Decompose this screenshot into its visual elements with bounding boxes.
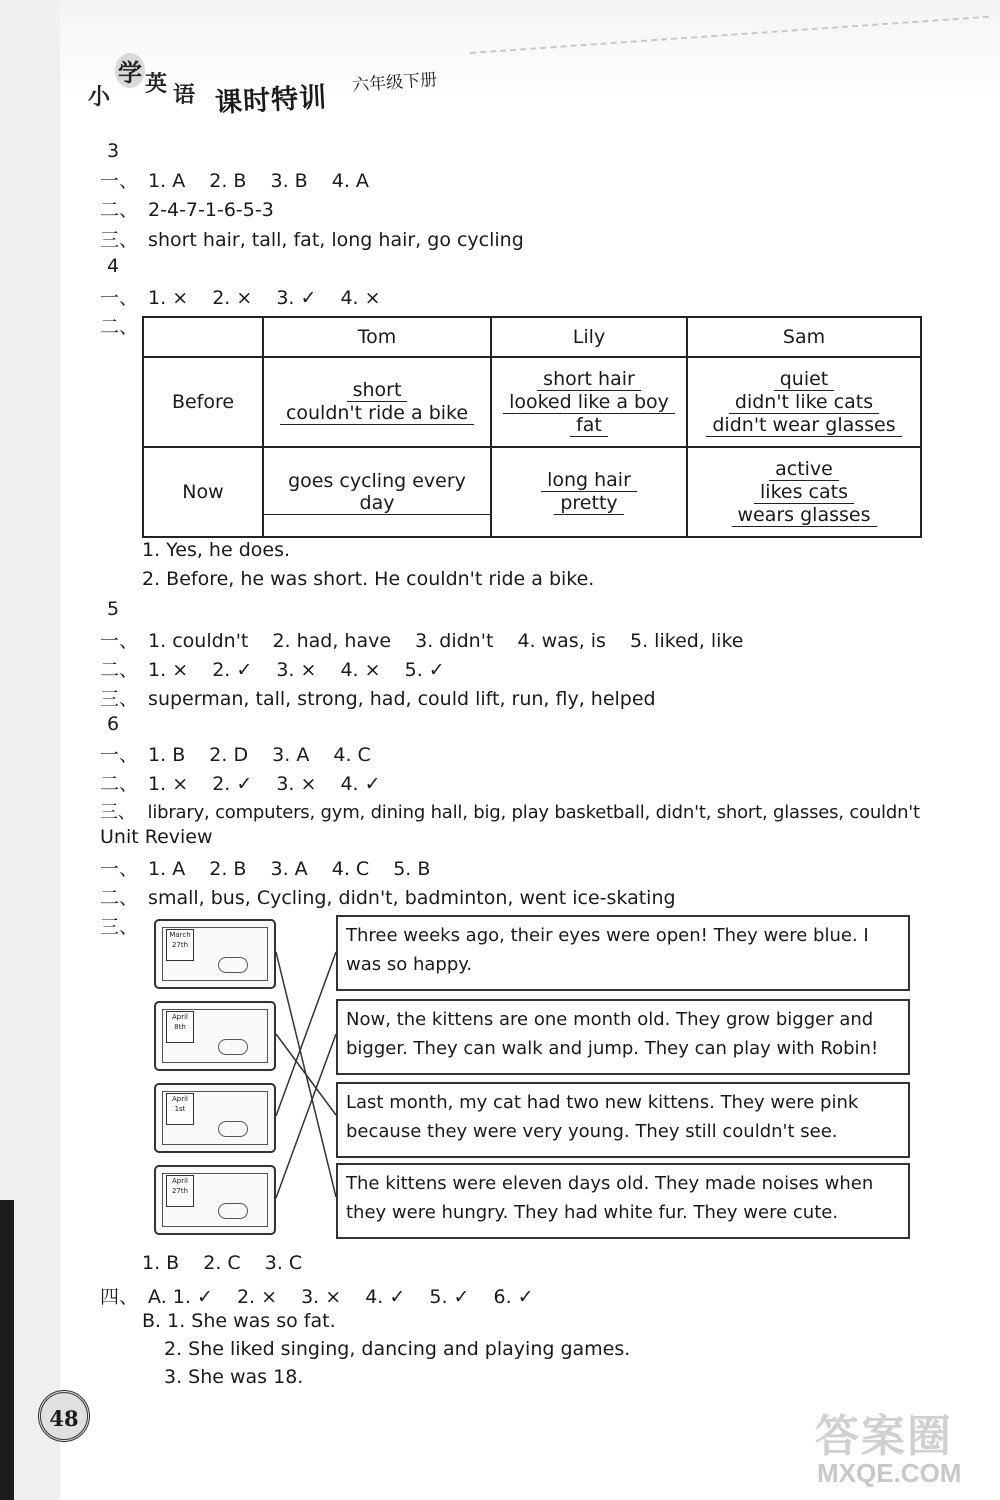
match-line: [276, 1034, 336, 1198]
answer-text: 1. She was so fat.: [167, 1310, 336, 1332]
answer-item: 5. ✓: [404, 659, 445, 681]
answer-item: 1. B: [142, 1252, 180, 1274]
cell-answer: couldn't ride a bike: [280, 402, 474, 425]
row-label: Now: [143, 447, 263, 537]
answer-item: 2. B: [209, 170, 247, 192]
review-q3-marker: 三、: [100, 916, 139, 938]
table-header-cell: [143, 317, 263, 357]
answer-item: 4. was, is: [517, 630, 606, 652]
q-marker: 二、: [100, 659, 139, 681]
logo-char: 语: [173, 82, 196, 108]
answer-item: 1. A: [148, 858, 186, 880]
cell-answer: short hair: [537, 368, 641, 391]
answer-item: 4. ✓: [365, 1286, 406, 1308]
q-marker: 二、: [100, 887, 139, 909]
answer-item: 3. didn't: [415, 630, 494, 652]
logo-char: 学: [115, 53, 145, 88]
s4-answer-1: 1. Yes, he does.: [142, 539, 291, 561]
s4-answer-2: 2. Before, he was short. He couldn't ride a bike.: [142, 568, 595, 590]
table-cell: [687, 357, 921, 447]
review-q4-b3: 3. She was 18.: [164, 1366, 304, 1388]
answer-item: 2. C: [203, 1252, 241, 1274]
logo-char: 英: [145, 71, 168, 97]
answer-item: 4. ×: [340, 659, 381, 681]
cell-answer: long hair: [541, 469, 637, 492]
answer-item: 1. ×: [148, 287, 189, 309]
q-marker: 三、: [100, 802, 136, 823]
answer-item: 3. ×: [301, 1286, 342, 1308]
review-q1-line: [100, 854, 448, 881]
q-marker: 二、: [100, 773, 139, 795]
watermark-url: MXQE.COM: [817, 1458, 962, 1488]
section-number-5: 5: [107, 598, 120, 620]
watermark-logo-text: 答案圈: [815, 1411, 953, 1462]
calendar-date: March 27th: [166, 929, 194, 961]
answer-item: 1. B: [148, 744, 186, 766]
s6-q2-line: [100, 769, 399, 796]
answer-item: 1. ✓: [172, 1286, 213, 1308]
q-marker: 一、: [100, 630, 139, 652]
section-number-4: 4: [107, 255, 120, 277]
book-logo: [85, 45, 355, 119]
q-marker: 一、: [100, 287, 139, 309]
answer-item: 4. C: [331, 858, 370, 880]
answer-item: 2. B: [209, 858, 247, 880]
answer-item: 6. ✓: [493, 1286, 534, 1308]
answer-item: 5. ✓: [429, 1286, 470, 1308]
watermark: [805, 1400, 985, 1495]
match-line: [276, 952, 336, 1116]
text-box: Three weeks ago, their eyes were open! They were blue. I was so happy.: [336, 915, 910, 991]
s3-q1-line: [100, 166, 387, 193]
answer-text: library, computers, gym, dining hall, big, play basketball, didn't, short, glasses, couldn't: [147, 802, 920, 823]
cell-answer: didn't wear glasses: [706, 414, 901, 437]
section-number-3: 3: [107, 140, 120, 162]
table-header-cell: Tom: [263, 317, 491, 357]
cell-answer: looked like a boy: [503, 391, 675, 414]
text-box: The kittens were eleven days old. They made noises when they were hungry. They had white fur. They were cute.: [336, 1163, 910, 1239]
table-header-cell: Lily: [491, 317, 687, 357]
s5-q2-line: [100, 655, 463, 682]
answer-item: 3. A: [270, 858, 308, 880]
answer-item: 2. ×: [212, 287, 253, 309]
table-cell: [263, 357, 491, 447]
cell-answer: goes cycling every day: [264, 470, 490, 515]
answer-item: 4. ×: [340, 287, 381, 309]
q-marker: 一、: [100, 858, 139, 880]
answer-item: 2. had, have: [272, 630, 392, 652]
answer-item: 4. A: [331, 170, 369, 192]
answer-item: 2. D: [209, 744, 249, 766]
answer-text: superman, tall, strong, had, could lift, run, fly, helped: [148, 688, 656, 710]
q-marker: 二、: [100, 316, 139, 338]
cell-answer: fat: [570, 414, 608, 437]
answer-item: 2. ×: [236, 1286, 278, 1308]
answer-item: 4. C: [333, 744, 371, 766]
part-label: A.: [148, 1286, 167, 1308]
answer-item: 3. ×: [276, 659, 317, 681]
section-number-6: 6: [107, 713, 120, 735]
answer-text: 2-4-7-1-6-5-3: [148, 199, 274, 221]
answer-item: 1. A: [148, 170, 186, 192]
match-line: [276, 1034, 336, 1115]
unit-review-title: Unit Review: [100, 826, 213, 848]
answer-item: 1. couldn't: [148, 630, 249, 652]
cell-answer: likes cats: [754, 481, 854, 504]
cell-answer: didn't like cats: [729, 391, 879, 414]
q-marker: 三、: [100, 688, 139, 710]
grade-label: 六年级下册: [351, 70, 438, 96]
s4-q1-line: [100, 283, 399, 310]
s6-q1-line: [100, 740, 389, 767]
answer-item: 3. B: [270, 170, 308, 192]
s6-q3-line: [100, 798, 920, 824]
q-marker: 一、: [100, 170, 139, 192]
before-now-table: [142, 316, 922, 538]
page-number: 48: [38, 1390, 90, 1442]
calendar-date: April 27th: [166, 1175, 194, 1207]
table-cell: [491, 357, 687, 447]
calendar-date: April 1st: [166, 1093, 194, 1125]
answer-item: 3. A: [272, 744, 310, 766]
cell-answer: short: [347, 379, 408, 402]
page-side-dark-strip: [0, 1200, 14, 1500]
s5-q1-line: [100, 626, 761, 653]
q-marker: 三、: [100, 229, 139, 251]
review-q2-line: [100, 883, 676, 910]
answer-item: 3. C: [264, 1252, 303, 1274]
table-header-cell: Sam: [687, 317, 921, 357]
picture-text-matching: [150, 915, 930, 1245]
text-box: Now, the kittens are one month old. They grow bigger and bigger. They can walk and jump. They can play with Robin!: [336, 999, 910, 1075]
cell-answer: quiet: [774, 368, 835, 391]
answer-item: 3. ×: [276, 773, 317, 795]
answer-item: 3. ✓: [276, 287, 317, 309]
answer-text: short hair, tall, fat, long hair, go cycling: [148, 229, 524, 251]
cell-answer: pretty: [554, 492, 623, 515]
review-q4-b2: 2. She liked singing, dancing and playing games.: [164, 1338, 631, 1360]
cell-answer: active: [769, 458, 839, 481]
table-cell: [491, 447, 687, 537]
row-label: Before: [143, 357, 263, 447]
answer-item: 1. ×: [148, 773, 189, 795]
table-row: [143, 357, 921, 447]
table-header-row: [143, 317, 921, 357]
s4-q2-line: [100, 312, 142, 339]
s3-q2-line: [100, 195, 274, 222]
s5-q3-line: [100, 684, 656, 711]
calendar-date: April 8th: [166, 1011, 194, 1043]
review-q3-answers: [142, 1252, 320, 1274]
q-marker: 一、: [100, 744, 139, 766]
answer-text: small, bus, Cycling, didn't, badminton, went ice-skating: [148, 887, 676, 909]
cell-answer: wears glasses: [732, 504, 877, 527]
table-cell: [263, 447, 491, 537]
table-cell: [687, 447, 921, 537]
q-marker: 四、: [100, 1286, 139, 1308]
part-label: B.: [142, 1310, 162, 1332]
review-q4-a-line: [100, 1282, 552, 1309]
answer-item: 5. B: [393, 858, 431, 880]
answer-item: 4. ✓: [340, 773, 381, 795]
review-q4-b1: [142, 1310, 336, 1332]
q-marker: 二、: [100, 199, 139, 221]
logo-subtitle: 课时特训: [214, 82, 328, 119]
table-row: [143, 447, 921, 537]
answer-item: 1. ×: [148, 659, 189, 681]
answer-item: 2. ✓: [212, 659, 253, 681]
text-box: Last month, my cat had two new kittens. They were pink because they were very young. They still couldn't see.: [336, 1082, 910, 1158]
logo-char: 小: [88, 84, 111, 110]
s3-q3-line: [100, 225, 524, 252]
answer-item: 2. ✓: [212, 773, 253, 795]
matching-lines: [150, 915, 340, 1245]
answer-item: 5. liked, like: [630, 630, 744, 652]
